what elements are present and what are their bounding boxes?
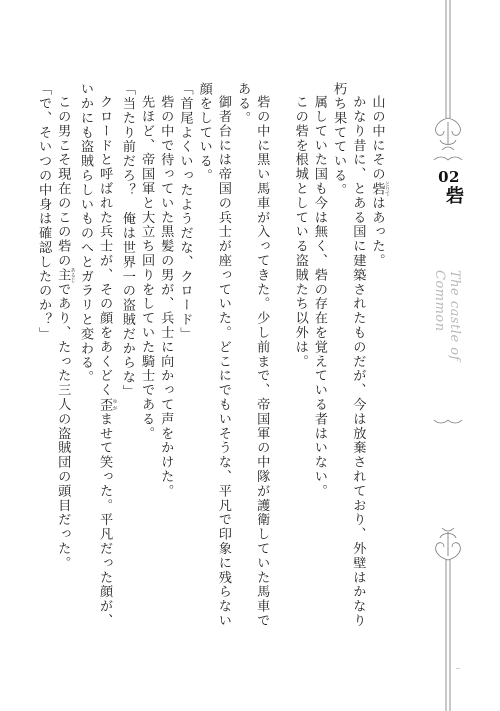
body-text [36,82,390,642]
paragraph: 「首尾よくいったようだな、クロード」 [177,82,193,342]
ruby-annotation: 歪 ゆが [97,397,118,412]
chapter-title: 砦 [443,186,464,204]
blank-line [271,82,290,642]
paragraph: クロードと呼ばれた兵士が、その顔をあくどく歪 ゆがませて笑った。平凡だった顔が、いかにも盗賊らしいものへとガラリと変わる。 [77,82,118,628]
paragraph: 「で、そいつの中身は確認したのか？」 [36,82,52,342]
paragraph: 砦の中に黒い馬車が入ってきた。少し前まで、帝国軍の中隊が護衛していた馬車である。 [235,82,270,628]
paragraph: かなり昔に、とある国に建築されたものだが、今は放棄されており、外壁はかなり朽ち果てている。 [331,82,366,628]
running-head: The castle of Common [432,270,462,361]
paragraph: 御者台には帝国の兵士が座っていた。どこにでもいそうな、平凡で印象に残らない顔をしている。 [196,82,231,628]
paragraph: 先ほど、帝国軍と大立ち回りをしていた騎士である。 [139,95,155,441]
ruby-annotation: 砦 とりで [369,181,390,197]
chapter-number: 02 [438,168,460,186]
paragraph: この男こそ現在のこの砦の主 あるじであり、たった三人の盗賊団の頭目だった。 [55,95,76,571]
paragraph: この砦を根城としている盗賊たち以外は。 [292,95,308,369]
paragraph: 属していた国も今は無く、砦の存在を覚えている者はいない。 [311,95,327,499]
ruby-annotation: 主 あるじ [55,267,76,283]
paragraph: 「当たり前だろ？ 俺は世界一の盗賊だからな」 [119,82,135,399]
paragraph: 山の中にその砦 とりではあった。 [369,95,390,268]
paragraph: 砦の中で待っていた黒髪の男が、兵士に向かって声をかけた。 [158,95,174,499]
page-mark: ‥ [456,664,461,671]
